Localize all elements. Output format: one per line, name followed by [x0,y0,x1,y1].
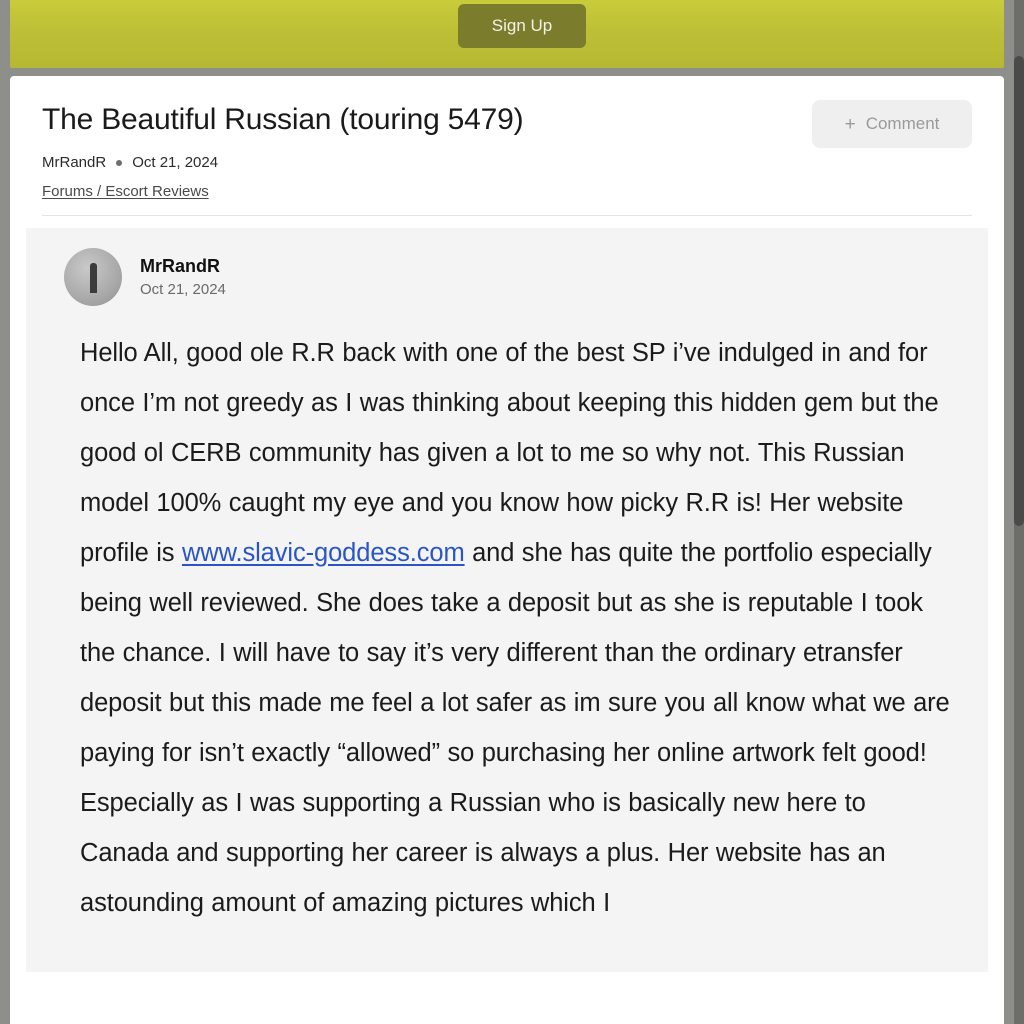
post-header [10,76,1004,215]
comment-author-row [46,248,968,306]
post-meta [42,154,972,171]
post-date: Oct 21, 2024 [132,154,219,171]
profile-link[interactable]: www.slavic-goddess.com [181,539,465,567]
header-divider [42,215,972,216]
page-scrollbar-thumb[interactable] [1014,56,1024,526]
sign-up-button[interactable]: Sign Up [458,4,586,48]
breadcrumb[interactable] [42,183,972,201]
top-banner [10,0,1004,68]
comment-text-part-2: and she has quite the portfolio especially being well reviewed. She does take a deposit but as she is reputable I took the chance. I will have to say it’s very different than the ordinary etransfer deposit but this made me feel a lot safer as im sure you all know what we are paying for isn’t exactly “allowed” so purchasing her online artwork felt good! Especially as I was supporting a Russian who is basically new here to Canada and supporting her career is always a plus. Her website has an astounding amount of amazing pictures which I [80,539,950,917]
breadcrumb-label[interactable]: Forums / Escort Reviews [42,183,209,200]
add-comment-button[interactable] [812,100,972,148]
comment-author-name: MrRandR [140,256,220,277]
comment-text-part-1: Hello All, good ole R.R back with one of the best SP i’ve indulged in and for once I’m not greedy as I was thinking about keeping this hidden gem but the good ol CERB community has given a lot to me so why not. This Russian model 100% caught my eye and you know how picky R.R is! Her website profile is [80,339,939,567]
avatar[interactable] [64,248,122,306]
comment-item [26,228,988,972]
meta-separator-dot [116,160,122,166]
add-comment-label: Comment [865,114,940,133]
plus-icon: + [844,113,856,135]
comment-body [46,328,968,928]
post-card [10,76,1004,1024]
page-title: The Beautiful Russian (touring 5479) [42,103,524,136]
comment-date: Oct 21, 2024 [140,280,226,298]
post-author: MrRandR [42,154,107,171]
page-scrollbar-track[interactable] [1014,0,1024,1024]
comment-author-meta [140,254,226,299]
